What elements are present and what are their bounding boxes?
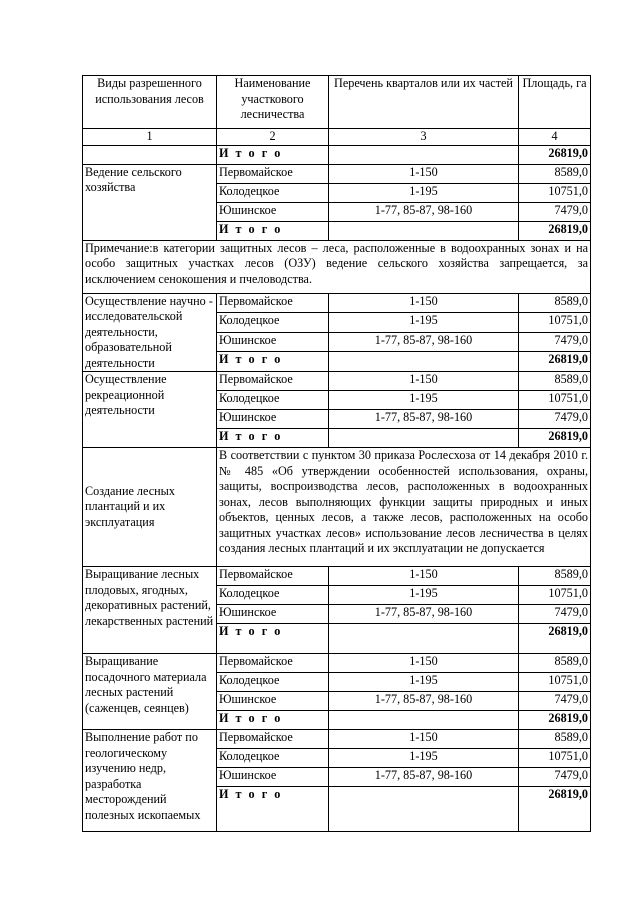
- table-row: [83, 293, 591, 313]
- forestry-name: Колодецкое: [217, 673, 329, 692]
- quarters-value: 1-77, 85-87, 98-160: [329, 692, 519, 711]
- quarters-value: 1-77, 85-87, 98-160: [329, 332, 519, 352]
- area-value: 8589,0: [519, 164, 591, 183]
- quarters-value: 1-150: [329, 567, 519, 586]
- total-value: 26819,0: [519, 221, 591, 240]
- quarters-value: 1-195: [329, 586, 519, 605]
- forestry-name: Юшинское: [217, 768, 329, 787]
- quarters-value: 1-77, 85-87, 98-160: [329, 410, 519, 429]
- header-quarters: Перечень кварталов или их частей: [329, 76, 519, 129]
- area-value: 10751,0: [519, 749, 591, 768]
- total-value: 26819,0: [519, 711, 591, 730]
- area-value: 10751,0: [519, 586, 591, 605]
- area-value: 7479,0: [519, 332, 591, 352]
- empty-cell: [329, 711, 519, 730]
- forestry-name: Первомайское: [217, 730, 329, 749]
- column-numbers-row: [83, 129, 591, 146]
- use-type-cell: Выращивание лесных плодовых, ягодных, декоративных растений, лекарственных растений: [83, 567, 217, 654]
- total-label: И т о г о: [217, 787, 329, 832]
- forestry-name: Колодецкое: [217, 391, 329, 410]
- header-forestry-name: Наименование участкового лесничества: [217, 76, 329, 129]
- quarters-value: 1-195: [329, 673, 519, 692]
- empty-cell: [329, 145, 519, 164]
- quarters-value: 1-77, 85-87, 98-160: [329, 768, 519, 787]
- quarters-value: 1-150: [329, 730, 519, 749]
- column-number: 3: [329, 129, 519, 146]
- empty-cell: [329, 221, 519, 240]
- area-value: 8589,0: [519, 372, 591, 391]
- quarters-value: 1-77, 85-87, 98-160: [329, 605, 519, 624]
- use-type-cell: Выполнение работ по геологическому изучению недр, разработка месторождений полезных ископаемых: [83, 730, 217, 832]
- forestry-name: Юшинское: [217, 410, 329, 429]
- total-label: И т о г о: [217, 221, 329, 240]
- forest-use-table: [82, 75, 591, 832]
- empty-cell: [329, 787, 519, 832]
- quarters-value: 1-150: [329, 293, 519, 313]
- forestry-name: Юшинское: [217, 605, 329, 624]
- empty-cell: [83, 145, 217, 164]
- forestry-name: Колодецкое: [217, 313, 329, 333]
- total-label: И т о г о: [217, 429, 329, 448]
- area-value: 8589,0: [519, 567, 591, 586]
- table-row: [83, 730, 591, 749]
- area-value: 8589,0: [519, 293, 591, 313]
- forestry-name: Колодецкое: [217, 749, 329, 768]
- header-area: Площадь, га: [519, 76, 591, 129]
- total-value: 26819,0: [519, 429, 591, 448]
- total-label: И т о г о: [217, 624, 329, 654]
- table-row: [83, 567, 591, 586]
- area-value: 7479,0: [519, 768, 591, 787]
- quarters-value: 1-150: [329, 654, 519, 673]
- table-row: [83, 654, 591, 673]
- area-value: 7479,0: [519, 202, 591, 221]
- use-type-cell: Создание лесных плантаций и их эксплуатация: [83, 448, 217, 567]
- forestry-name: Первомайское: [217, 567, 329, 586]
- column-number: 2: [217, 129, 329, 146]
- empty-cell: [329, 429, 519, 448]
- total-label: И т о г о: [217, 711, 329, 730]
- empty-cell: [329, 352, 519, 372]
- forestry-name: Первомайское: [217, 293, 329, 313]
- table-row: [83, 164, 591, 183]
- total-value: 26819,0: [519, 787, 591, 832]
- use-type-cell: Выращивание посадочного материала лесных растений (саженцев, сеянцев): [83, 654, 217, 730]
- table-row: [83, 372, 591, 391]
- header-use-types: Виды разрешенного использования лесов: [83, 76, 217, 129]
- empty-cell: [329, 624, 519, 654]
- area-value: 7479,0: [519, 605, 591, 624]
- area-value: 10751,0: [519, 313, 591, 333]
- header-row: [83, 76, 591, 129]
- forestry-name: Колодецкое: [217, 183, 329, 202]
- use-type-cell: Осуществление научно - исследовательской деятельности, образовательной деятельности: [83, 293, 217, 372]
- column-number: 4: [519, 129, 591, 146]
- forestry-name: Юшинское: [217, 202, 329, 221]
- area-value: 10751,0: [519, 391, 591, 410]
- plantations-text: В соответствии с пунктом 30 приказа Рослесхоза от 14 декабря 2010 г. № 485 «Об утверждении особенностей использования, охраны, защиты, воспроизводства лесов, расположенных в водоохранных зонах, лесов выполняющих функции защиты природных и иных объектов, ценных лесов, а также лесов, расположенных на особо защитных участках лесов» использование лесов лесничества в целях создания лесных плантаций и их эксплуатации не допускается: [217, 448, 591, 567]
- total-value: 26819,0: [519, 145, 591, 164]
- quarters-value: 1-195: [329, 313, 519, 333]
- forestry-name: Первомайское: [217, 654, 329, 673]
- forestry-name: Юшинское: [217, 692, 329, 711]
- forestry-name: Юшинское: [217, 332, 329, 352]
- quarters-value: 1-195: [329, 183, 519, 202]
- plantations-row: [83, 448, 591, 567]
- quarters-value: 1-150: [329, 372, 519, 391]
- note-row: [83, 240, 591, 293]
- area-value: 8589,0: [519, 654, 591, 673]
- forestry-name: Первомайское: [217, 164, 329, 183]
- forestry-name: Колодецкое: [217, 586, 329, 605]
- area-value: 10751,0: [519, 183, 591, 202]
- area-value: 7479,0: [519, 410, 591, 429]
- area-value: 7479,0: [519, 692, 591, 711]
- note-text: Примечание:в категории защитных лесов – леса, расположенные в водоохранных зонах и на особо защитных участках лесов (ОЗУ) ведение сельского хозяйства запрещается, за исключением сенокошения и пчеловодства.: [83, 240, 591, 293]
- use-type-cell: Ведение сельского хозяйства: [83, 164, 217, 240]
- quarters-value: 1-195: [329, 391, 519, 410]
- top-total-row: [83, 145, 591, 164]
- total-value: 26819,0: [519, 352, 591, 372]
- use-type-cell: Осуществление рекреационной деятельности: [83, 372, 217, 448]
- total-label: И т о г о: [217, 352, 329, 372]
- quarters-value: 1-150: [329, 164, 519, 183]
- column-number: 1: [83, 129, 217, 146]
- area-value: 10751,0: [519, 673, 591, 692]
- quarters-value: 1-77, 85-87, 98-160: [329, 202, 519, 221]
- forestry-name: Первомайское: [217, 372, 329, 391]
- quarters-value: 1-195: [329, 749, 519, 768]
- total-value: 26819,0: [519, 624, 591, 654]
- area-value: 8589,0: [519, 730, 591, 749]
- total-label: И т о г о: [217, 145, 329, 164]
